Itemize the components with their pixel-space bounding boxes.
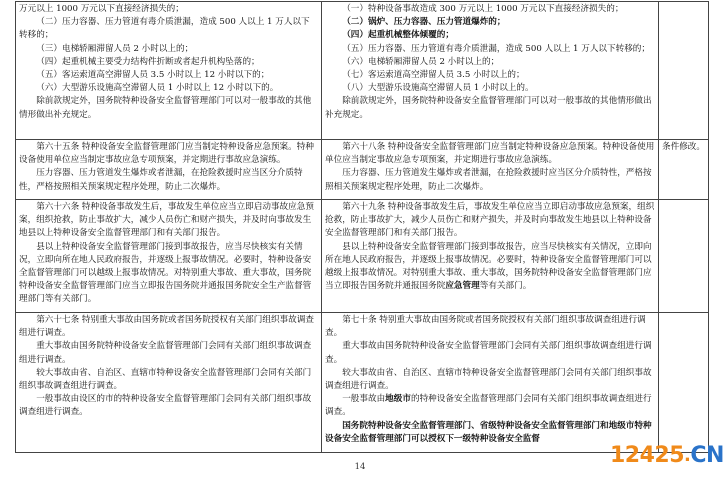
table-row xyxy=(16,313,709,453)
paragraph-text: 一般事故由 xyxy=(342,394,386,405)
comparison-table xyxy=(15,1,709,453)
new-text-cell xyxy=(322,313,659,453)
paragraph: 一般事故由设区的市的特种设备安全监督管理部门会同有关部门组织事故调查组进行调查。 xyxy=(19,394,312,418)
paragraph: （六）电梯轿厢滞留人员 2 小时以上的； xyxy=(342,56,500,67)
paragraph: 压力容器、压力管道发生爆炸或者泄漏，在抢险救援时应当区分介质特性，严格按照相关预案规定程序处理，防止二次爆炸。 xyxy=(19,168,303,192)
paragraph-text: 的特种设备安全监督管理部门会同有关部门组织事故调查组进行调查。 xyxy=(325,394,652,418)
paragraph: 重大事故由国务院特种设备安全监督管理部门会同有关部门组织事故调查组进行调查。 xyxy=(19,341,312,365)
paragraph-bold: （四）起重机械整体倾覆的； xyxy=(342,30,454,41)
paragraph: 第六十五条 特种设备安全监督管理部门应当制定特种设备应急预案。特种设备使用单位应当制定事故应急专项预案，并定期进行事故应急演练。 xyxy=(19,142,314,166)
table-row xyxy=(16,2,709,140)
paragraph: 除前款规定外，国务院特种设备安全监督管理部门可以对一般事故的其他情形做出补充规定。 xyxy=(19,96,312,120)
paragraph-bold: （二）锅炉、压力容器、压力管道爆炸的； xyxy=(342,17,506,28)
old-text-cell xyxy=(16,200,322,313)
page-number: 14 xyxy=(354,462,366,472)
paragraph: （四）起重机械主要受力结构件折断或者起升机构坠落的； xyxy=(36,56,260,67)
old-text-cell xyxy=(16,313,322,453)
paragraph-text: 等有关部门。 xyxy=(479,281,532,292)
note-cell xyxy=(659,313,709,453)
paragraph: 压力容器、压力管道发生爆炸或者泄漏，在抢险救援时应当区分介质特性，严格按照相关预案规定程序处理，防止二次爆炸。 xyxy=(325,168,652,192)
watermark-dot: . xyxy=(684,444,691,466)
paragraph: 第七十条 特别重大事故由国务院或者国务院授权有关部门组织事故调查组进行调查。 xyxy=(325,315,646,339)
table-row xyxy=(16,140,709,200)
new-text-cell xyxy=(322,2,659,140)
watermark-logo xyxy=(610,441,724,469)
paragraph: 重大事故由国务院特种设备安全监督管理部门会同有关部门组织事故调查组进行调查。 xyxy=(325,341,652,365)
paragraph: （五）客运索道高空滞留人员 3.5 小时以上 12 小时以下的； xyxy=(36,70,270,81)
watermark-tld: CN xyxy=(690,442,724,468)
paragraph: 第六十九条 特种设备事故发生后，事故发生单位应当立即启动事故应急预案，组织抢救，防止事故扩大，减少人员伤亡和财产损失，并及时向事故发生地县以上特种设备安全监督管理部门和有关部门报告。 xyxy=(325,202,655,239)
paragraph: （三）电梯轿厢滞留人员 2 小时以上的； xyxy=(36,43,194,54)
new-text-cell xyxy=(322,140,659,200)
paragraph xyxy=(325,241,655,294)
paragraph: （七）客运索道高空滞留人员 3.5 小时以上的； xyxy=(342,70,525,81)
paragraph: （二）压力容器、压力管道有毒介质泄漏，造成 500 人以上 1 万人以下转移的； xyxy=(19,17,310,41)
paragraph-bold: 国务院特种设备安全监督管理部门、省级特种设备安全监督管理部门和地级市特种设备安全监督管理部门可以授权下一级特种设备安全监督 xyxy=(325,420,652,444)
paragraph: 第六十八条 特种设备安全监督管理部门应当制定特种设备应急预案。特种设备使用单位应当制定事故应急专项预案，并定期进行事故应急演练。 xyxy=(325,142,655,166)
note-cell xyxy=(659,200,709,313)
old-text-cell xyxy=(16,140,322,200)
paragraph: （一）特种设备事故造成 300 万元以上 1000 万元以下直接经济损失的； xyxy=(342,4,624,14)
paragraph: 万元以上 1000 万元以下直接经济损失的； xyxy=(19,4,184,14)
new-text-cell xyxy=(322,200,659,313)
paragraph: 除前款规定外，国务院特种设备安全监督管理部门可以对一般事故的其他情形做出补充规定。 xyxy=(325,96,652,120)
note-cell xyxy=(659,2,709,140)
table-row xyxy=(16,200,709,313)
paragraph: 县以上特种设备安全监督管理部门接到事故报告，应当尽快核实有关情况，立即向所在地人民政府报告，并逐级上报事故情况。必要时，特种设备安全监督管理部门可以越级上报事故情况。对特别重大事故、重大事故，国务院特种设备安全监督管理部门应当立即报告国务院并通报国务院安全生产监督管理部门等有关部门。 xyxy=(19,241,312,305)
paragraph: 第六十七条 特别重大事故由国务院或者国务院授权有关部门组织事故调查组进行调查。 xyxy=(19,315,314,339)
inserted-text: 应急管理 xyxy=(445,281,480,292)
paragraph: （六）大型游乐设施高空滞留人员 1 小时以上 12 小时以下的。 xyxy=(36,83,279,94)
paragraph: 较大事故由省、自治区、直辖市特种设备安全监督管理部门会同有关部门组织事故调查组进行调查。 xyxy=(325,367,652,392)
paragraph-text: 县以上特种设备安全监督管理部门接到事故报告，应当尽快核实有关情况，立即向所在地人民政府报告，并逐级上报事故情况。必要时，特种设备安全监督管理部门可以越级上报事故情况。对特别重大事故、重大事故，国务院特种设备安全监督管理部门应当立即报告国务院并通报国务院 xyxy=(325,241,652,292)
paragraph: 第六十六条 特种设备事故发生后，事故发生单位应当立即启动事故应急预案，组织抢救，防止事故扩大，减少人员伤亡和财产损失，并及时向事故发生地县以上特种设备安全监督管理部门和有关部门报告。 xyxy=(19,202,314,239)
watermark-digits: 12425 xyxy=(610,442,685,468)
old-text-cell xyxy=(16,2,322,140)
paragraph: （五）压力容器、压力管道有毒介质泄漏，造成 500 人以上 1 万人以下转移的； xyxy=(342,43,650,54)
paragraph: 较大事故由省、自治区、直辖市特种设备安全监督管理部门会同有关部门组织事故调查组进行调查。 xyxy=(19,367,312,392)
note-cell: 条件修改。 xyxy=(659,140,709,200)
paragraph xyxy=(325,393,655,419)
paragraph: （八）大型游乐设施高空滞留人员 1 小时以上的。 xyxy=(342,83,534,94)
inserted-text: 地级市 xyxy=(385,394,411,405)
